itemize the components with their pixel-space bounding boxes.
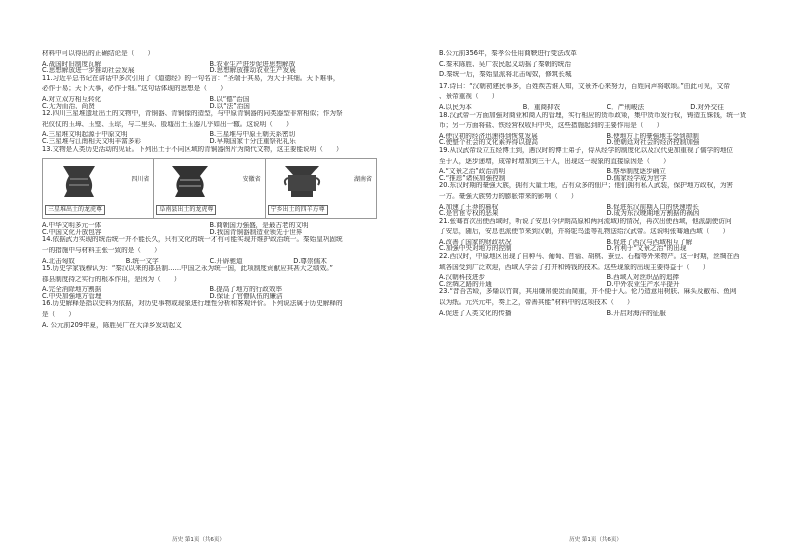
option: C.中国文化开放包容	[42, 228, 102, 236]
figure-caption: 三星堆出土的龙虎尊	[45, 205, 105, 215]
option: C.是官宦专权的恶果	[439, 210, 499, 217]
option: B.促进了西汉与西域相互了解	[606, 238, 693, 246]
exam-page-right	[397, 0, 794, 560]
option: C.加强中央对地方的控制	[439, 245, 512, 253]
option-row	[42, 61, 377, 68]
page-footer: 历史 第1页（共6页）	[569, 537, 622, 543]
option: B.统一文字	[125, 257, 159, 265]
text-line: 祀仪仗的玉璋、玉璧、玉琮，与二里头、殷墟出土玉器几乎如出一辙。这说明（ ）	[42, 120, 293, 128]
text-line: 了安息，随后，安息也派使节来到汉朝，并将鸵鸟蛋等礼物送给汉武帝。这说明张骞通西域（ ）	[439, 228, 730, 236]
figure-caption: 宁乡出土的四羊方尊	[268, 205, 328, 215]
option: A.促进了人类文化的传播	[439, 309, 512, 317]
option: D.成为东汉晚期地方割据的祸因	[606, 210, 700, 217]
figure-place: 湖南省	[353, 176, 372, 184]
question-19: 19.从汉武帝设立五经博士到，遇汉时的博士弟子，侍从经学的制度化以及汉代更加重视了儒学的地位	[439, 146, 734, 154]
option: B.使地方上的豪强地主受到抑制	[606, 132, 699, 140]
option-row	[42, 293, 377, 300]
option: A.“文景之治”政治清明	[439, 168, 506, 175]
option: D.使朝廷对社会的经济控制加强	[606, 139, 700, 146]
option: A.汉朝科技进步	[439, 274, 486, 281]
option-row	[439, 310, 774, 317]
option-row	[439, 281, 774, 288]
option: B．重商抑农	[522, 103, 561, 111]
option-row	[439, 204, 774, 211]
question-13: 13.文物是人类历史活动的见证。下列出土于不同区域的青铜器图片为商代文物，这主要能说明（ ）	[42, 145, 343, 153]
option: B.公元前356年，秦孝公任用商鞅进行变法改革	[439, 50, 577, 57]
option: D.有利于“文景之治”的出现	[606, 245, 687, 253]
option: C.三星堆与江南相关文明丰富多彩	[42, 137, 142, 145]
option-row	[439, 210, 774, 217]
option: D.对外交往	[690, 103, 724, 111]
option: C.“推恩”诸侯加强控制	[439, 174, 506, 182]
option-row	[439, 245, 774, 252]
option: A.加速了王莽的篡权	[439, 203, 499, 211]
option: B.农业生产进步促进思想解放	[209, 60, 296, 68]
option: B.以“德”治国	[209, 95, 250, 103]
text-line: 郡县制度持之实行的根本作用，是因为（ ）	[42, 275, 181, 283]
text-line: 币；另一方面将盐、铁经营权收归中央，这些措施起到的主要作用是（ ）	[439, 122, 664, 130]
question-15: 15.历史学家钱穆认为：“秦汉以来的郡县制……中国之永为统一国，此项制度贡献应其甚大之绩效。”	[42, 265, 333, 273]
text-line: 至于人，逐步递增，成帝时增加到三千人，出现这一现象的直接原因是（ ）	[439, 157, 670, 165]
option: C.秦末陈胜、吴广农民起义动摇了秦朝的统治	[439, 60, 571, 68]
option: C.中央加强地方管理	[42, 292, 102, 300]
option: D.思想解放推动农业生产发展	[209, 67, 296, 74]
option: B.开启对海洋的征服	[606, 309, 666, 317]
option: B.商朝国力强盛，是最古老的文明	[209, 222, 309, 229]
option: C．严刑峻法	[606, 103, 645, 111]
question-column-left	[42, 50, 377, 332]
question-20: 20.东汉时期的豪强大族，拥有大量土地，占有众多的佃户；他们拥有私人武装，保护地方政权，为害	[439, 182, 734, 190]
option-row	[42, 286, 377, 293]
option: A. 公元前209年夏，陈胜吴广在大泽乡发动起义	[42, 321, 182, 329]
option: D.保证了官僚队伍的廉洁	[209, 292, 283, 300]
question-12: 12.四川三星堆遗址出土的文物中，青铜器、青铜像的造型，与中原青铜器的同类器型非常相似；作为祭	[42, 110, 343, 118]
option-row	[42, 96, 377, 103]
figure-sanxingdui	[43, 159, 154, 218]
option: B.提高了地方的行政效率	[209, 286, 283, 293]
question-column-right	[439, 50, 774, 316]
question-16: 16.历史解释是指以史料为依据，对历史事物或现象进行理性分析和客观评价。下列说法属于历史解释的	[42, 300, 343, 308]
option: B.促进东汉前期人口的快速增长	[606, 203, 699, 211]
option: B.察举制度逐步确立	[606, 168, 666, 175]
text-line: 必作于易；天下大事，必作于细。”这句话体现的思想是（ ）	[42, 85, 227, 93]
option: C.开辟驰道	[209, 257, 243, 265]
option: A.战国时旧制度瓦解	[42, 60, 102, 68]
figure-ningxiang	[266, 159, 376, 218]
question-17: 17.诗曰：“汉朝初建民事多，百姓疾苦谁人知，文景齐心来努力，百姓同声将歌颂。”由此可见，文帝	[439, 82, 730, 90]
option-row	[42, 229, 377, 236]
option: D.早期国家十分注重祭祀礼乐	[209, 137, 296, 145]
question-18: 18.汉武帝一方面加强对商业和商人的管理，实行相应的货币政策，集中货币发行权，铸造五铢钱，统一货	[439, 111, 747, 119]
bronze-zun-icon	[57, 164, 101, 198]
option-row	[439, 168, 774, 175]
option: A.北击匈奴	[42, 257, 75, 265]
question-11: 11.习近平总书记在讲话中多次引用了《道德经》的一句名言：“圣端于其易，为大于其细。天下难事，	[42, 74, 340, 82]
option: C.无为而治，尚贤	[42, 102, 95, 110]
question-22: 22.西汉时，中原地区出现了自种马、葡萄、苜蓿、胡桃、蚕豆、石榴等外来物产。这一时期，丝绸在西	[439, 253, 740, 261]
option-row	[439, 175, 774, 182]
option-row	[42, 131, 377, 138]
option: D.我国青铜器制造业领先于世界	[209, 228, 303, 236]
option-row	[439, 133, 774, 140]
figure-place: 安徽省	[242, 176, 261, 184]
option: C.使整个社会的文化素养得以提高	[439, 139, 539, 146]
text-line: 一方。豪强大族势力的膨胀带来的影响（ ）	[439, 192, 578, 200]
option: A.改善了国家的财政状况	[439, 238, 512, 246]
option: A.中华文明多元一体	[42, 222, 102, 229]
four-ram-zun-icon	[280, 164, 324, 198]
figure-caption: 阜南县出土的龙虎尊	[156, 205, 216, 215]
option: C.思想解放进一步推动社会发展	[42, 67, 135, 74]
figure-place: 四川省	[131, 176, 150, 184]
text-line: 以为纸。元兴元年，奏上之，帝善其能”材料中的这项技术（ ）	[439, 299, 634, 307]
option: D.秦统一后，秦始皇派将北击匈奴，修筑长城	[439, 71, 572, 79]
option-row	[42, 138, 377, 145]
bronze-figures	[42, 158, 377, 219]
bronze-zun-icon	[168, 164, 212, 198]
question-21: 21.张骞首次出使西域时，听说了安息(今伊朗高原和两河流域)的情况，再次出使西域，他派副使访问	[439, 217, 732, 225]
option: A.以民为本	[439, 103, 472, 111]
option-row	[439, 239, 774, 246]
option-row	[42, 258, 377, 265]
option-row	[439, 274, 774, 281]
option: D.以“法”治国	[209, 102, 250, 110]
option-row	[42, 103, 377, 110]
option-row	[439, 139, 774, 146]
option: B.三星堆与中原王朝关系密切	[209, 131, 296, 138]
option: A.完全消除地方割据	[42, 286, 102, 293]
option-row	[42, 67, 377, 74]
option: A.使汉初的经济迅速得到恢复发展	[439, 132, 538, 140]
option: D.中外农业生产水平提升	[606, 280, 680, 288]
option: C.丝绸之路的开通	[439, 280, 492, 288]
option-row	[42, 222, 377, 229]
option: D.儒家经学成为官学	[606, 174, 667, 182]
text-line: 、景帝重视（ ）	[439, 93, 499, 101]
text-line: 材料中可以得出的正确结论是（ ）	[42, 50, 155, 57]
option: A.对立双方相互转化	[42, 95, 102, 103]
question-23: 23.“昔吾苦殴，多燔以竹简，其用缣帛便贵而简重，并不便于人。伦乃造意用树肤、麻头及敝布、鱼网	[439, 288, 737, 296]
text-line: 域各国受到广泛欢迎，西域人学会了打井和铸钱的技术。这些现象的出现主要得益于（ ）	[439, 263, 710, 271]
question-14: 14.依据武力实现的统治统一并不能长久，只有文化的统一才有可能实现并维护政治统一。秦始皇巩固统	[42, 236, 343, 244]
figure-funan	[154, 159, 265, 218]
option-row	[439, 104, 774, 111]
text-line: 是（ ）	[42, 311, 75, 319]
page-footer: 历史 第1页（共6页）	[172, 537, 225, 543]
text-line: 一的措施中与材料主张一致的是（ ）	[42, 246, 161, 254]
option: D.尊崇儒术	[293, 257, 327, 265]
option: A.三星堆文明起源于中原文明	[42, 131, 128, 138]
option: B.西域人对丝织品的追捧	[606, 274, 680, 281]
